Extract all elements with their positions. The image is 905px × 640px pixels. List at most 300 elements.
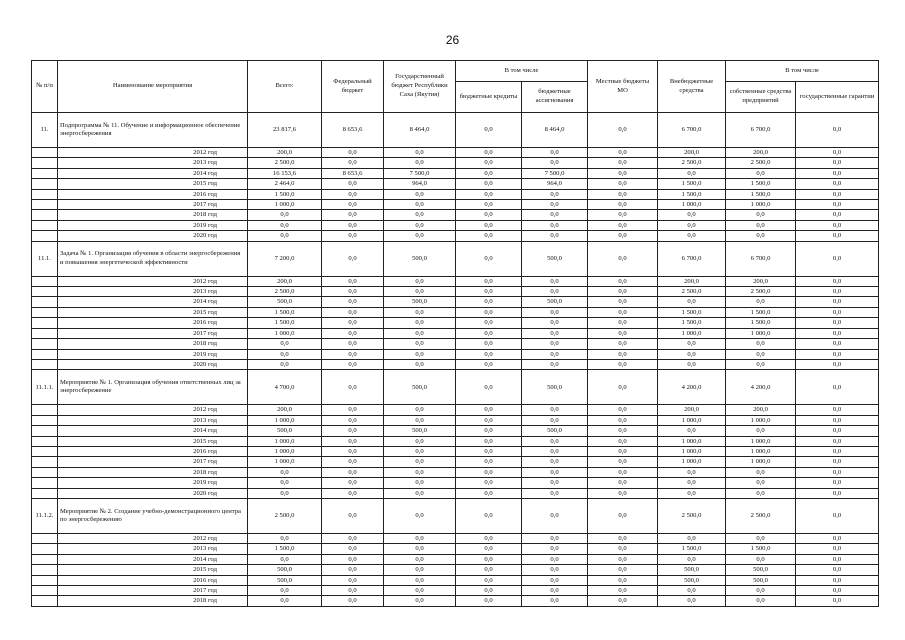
year-row xyxy=(32,189,879,199)
year-value-cell: 0,0 xyxy=(456,287,522,297)
year-row xyxy=(32,565,879,575)
year-value-cell: 1 000,0 xyxy=(726,200,796,210)
year-label: 2012 год xyxy=(58,533,248,543)
year-value-cell: 1 000,0 xyxy=(726,328,796,338)
year-value-cell: 1 000,0 xyxy=(248,200,322,210)
year-value-cell: 0,0 xyxy=(248,488,322,498)
year-value-cell: 0,0 xyxy=(456,200,522,210)
year-value-cell: 0,0 xyxy=(248,467,322,477)
year-row xyxy=(32,328,879,338)
year-value-cell: 0,0 xyxy=(456,307,522,317)
section-value-cell: 500,0 xyxy=(384,241,456,276)
empty-number-cell xyxy=(32,200,58,210)
year-value-cell: 2 500,0 xyxy=(248,158,322,168)
year-value-cell: 1 000,0 xyxy=(726,457,796,467)
year-value-cell: 0,0 xyxy=(588,533,658,543)
year-value-cell: 0,0 xyxy=(658,426,726,436)
year-value-cell: 200,0 xyxy=(726,148,796,158)
year-value-cell: 0,0 xyxy=(658,596,726,606)
table-header xyxy=(32,61,879,113)
year-row xyxy=(32,426,879,436)
year-value-cell: 0,0 xyxy=(658,349,726,359)
year-row xyxy=(32,544,879,554)
year-value-cell: 1 000,0 xyxy=(248,436,322,446)
year-row xyxy=(32,359,879,369)
year-value-cell: 0,0 xyxy=(522,307,588,317)
year-value-cell: 0,0 xyxy=(796,426,879,436)
year-value-cell: 0,0 xyxy=(588,200,658,210)
year-value-cell: 500,0 xyxy=(658,565,726,575)
year-row xyxy=(32,297,879,307)
year-value-cell: 0,0 xyxy=(322,596,384,606)
year-value-cell: 1 500,0 xyxy=(658,307,726,317)
section-value-cell: 0,0 xyxy=(588,241,658,276)
year-value-cell: 0,0 xyxy=(384,339,456,349)
year-value-cell: 0,0 xyxy=(796,231,879,241)
header-local: Местные бюджеты МО xyxy=(588,61,658,113)
year-label: 2012 год xyxy=(58,276,248,286)
year-row xyxy=(32,158,879,168)
year-label: 2019 год xyxy=(58,349,248,359)
year-value-cell: 0,0 xyxy=(456,565,522,575)
year-value-cell: 0,0 xyxy=(322,457,384,467)
year-value-cell: 0,0 xyxy=(456,478,522,488)
year-value-cell: 0,0 xyxy=(796,318,879,328)
section-value-cell: 0,0 xyxy=(456,113,522,148)
year-value-cell: 0,0 xyxy=(456,488,522,498)
year-value-cell: 0,0 xyxy=(588,415,658,425)
year-value-cell: 0,0 xyxy=(796,339,879,349)
empty-number-cell xyxy=(32,179,58,189)
year-value-cell: 1 000,0 xyxy=(248,415,322,425)
year-value-cell: 0,0 xyxy=(522,436,588,446)
section-value-cell: 0,0 xyxy=(522,498,588,533)
empty-number-cell xyxy=(32,586,58,596)
year-value-cell: 0,0 xyxy=(456,189,522,199)
year-value-cell: 0,0 xyxy=(726,231,796,241)
section-value-cell: 4 200,0 xyxy=(658,370,726,405)
year-value-cell: 0,0 xyxy=(522,488,588,498)
year-value-cell: 0,0 xyxy=(796,328,879,338)
year-value-cell: 0,0 xyxy=(522,586,588,596)
year-value-cell: 1 000,0 xyxy=(658,457,726,467)
section-value-cell: 6 700,0 xyxy=(658,113,726,148)
year-value-cell: 0,0 xyxy=(384,328,456,338)
year-value-cell: 0,0 xyxy=(384,467,456,477)
section-name: Задача № 1. Организация обучения в области энергосбережения и повышения энергетической эффективности xyxy=(58,241,248,276)
year-value-cell: 0,0 xyxy=(588,276,658,286)
year-value-cell: 0,0 xyxy=(248,586,322,596)
year-value-cell: 0,0 xyxy=(322,307,384,317)
year-label: 2014 год xyxy=(58,168,248,178)
year-row xyxy=(32,318,879,328)
year-value-cell: 500,0 xyxy=(384,426,456,436)
section-name: Подпрограмма № 11. Обучение и информационное обеспечение энергосбережения xyxy=(58,113,248,148)
empty-number-cell xyxy=(32,446,58,456)
year-value-cell: 0,0 xyxy=(456,533,522,543)
year-label: 2019 год xyxy=(58,478,248,488)
year-value-cell: 0,0 xyxy=(322,287,384,297)
year-value-cell: 0,0 xyxy=(322,210,384,220)
year-value-cell: 0,0 xyxy=(456,148,522,158)
year-value-cell: 0,0 xyxy=(456,426,522,436)
year-value-cell: 0,0 xyxy=(522,328,588,338)
year-row xyxy=(32,231,879,241)
header-federal: Федеральный бюджет xyxy=(322,61,384,113)
year-value-cell: 1 500,0 xyxy=(658,179,726,189)
year-value-cell: 200,0 xyxy=(726,276,796,286)
year-value-cell: 0,0 xyxy=(796,565,879,575)
year-label: 2013 год xyxy=(58,544,248,554)
year-value-cell: 0,0 xyxy=(522,231,588,241)
empty-number-cell xyxy=(32,210,58,220)
year-value-cell: 0,0 xyxy=(588,349,658,359)
year-value-cell: 0,0 xyxy=(658,488,726,498)
section-number: 11.1. xyxy=(32,241,58,276)
year-value-cell: 0,0 xyxy=(588,231,658,241)
year-value-cell: 0,0 xyxy=(522,405,588,415)
year-value-cell: 0,0 xyxy=(796,168,879,178)
year-value-cell: 500,0 xyxy=(248,297,322,307)
year-value-cell: 0,0 xyxy=(796,533,879,543)
year-value-cell: 0,0 xyxy=(456,328,522,338)
section-value-cell: 0,0 xyxy=(796,498,879,533)
year-value-cell: 2 500,0 xyxy=(248,287,322,297)
year-value-cell: 0,0 xyxy=(796,359,879,369)
year-value-cell: 0,0 xyxy=(248,478,322,488)
year-value-cell: 0,0 xyxy=(384,446,456,456)
year-value-cell: 0,0 xyxy=(658,554,726,564)
section-number: 11.1.2. xyxy=(32,498,58,533)
year-value-cell: 500,0 xyxy=(384,297,456,307)
year-value-cell: 0,0 xyxy=(726,488,796,498)
year-value-cell: 0,0 xyxy=(658,210,726,220)
year-value-cell: 964,0 xyxy=(522,179,588,189)
year-value-cell: 0,0 xyxy=(456,436,522,446)
section-value-cell: 2 500,0 xyxy=(658,498,726,533)
header-state: Государственный бюджет Республики Саха (Якутия) xyxy=(384,61,456,113)
year-value-cell: 0,0 xyxy=(456,446,522,456)
year-value-cell: 500,0 xyxy=(522,426,588,436)
year-value-cell: 0,0 xyxy=(588,596,658,606)
year-value-cell: 0,0 xyxy=(726,426,796,436)
year-value-cell: 0,0 xyxy=(322,533,384,543)
empty-number-cell xyxy=(32,220,58,230)
year-value-cell: 1 500,0 xyxy=(248,544,322,554)
year-value-cell: 0,0 xyxy=(456,457,522,467)
year-label: 2016 год xyxy=(58,318,248,328)
year-label: 2020 год xyxy=(58,488,248,498)
year-value-cell: 0,0 xyxy=(322,359,384,369)
year-value-cell: 0,0 xyxy=(588,220,658,230)
year-value-cell: 0,0 xyxy=(588,158,658,168)
year-value-cell: 0,0 xyxy=(522,446,588,456)
year-value-cell: 0,0 xyxy=(522,339,588,349)
year-value-cell: 1 000,0 xyxy=(658,200,726,210)
year-value-cell: 0,0 xyxy=(384,200,456,210)
year-value-cell: 200,0 xyxy=(658,148,726,158)
empty-number-cell xyxy=(32,457,58,467)
year-value-cell: 500,0 xyxy=(248,565,322,575)
year-value-cell: 0,0 xyxy=(658,467,726,477)
year-value-cell: 500,0 xyxy=(726,565,796,575)
year-value-cell: 200,0 xyxy=(658,276,726,286)
year-value-cell: 0,0 xyxy=(522,220,588,230)
year-row xyxy=(32,405,879,415)
year-value-cell: 0,0 xyxy=(322,415,384,425)
year-value-cell: 0,0 xyxy=(796,544,879,554)
section-value-cell: 0,0 xyxy=(456,498,522,533)
year-value-cell: 0,0 xyxy=(658,168,726,178)
header-credits: бюджетные кредиты xyxy=(456,82,522,113)
year-value-cell: 1 500,0 xyxy=(726,179,796,189)
year-value-cell: 0,0 xyxy=(384,544,456,554)
year-value-cell: 500,0 xyxy=(726,575,796,585)
year-value-cell: 0,0 xyxy=(658,231,726,241)
year-value-cell: 0,0 xyxy=(384,287,456,297)
year-value-cell: 0,0 xyxy=(322,575,384,585)
year-value-cell: 1 500,0 xyxy=(658,189,726,199)
year-label: 2020 год xyxy=(58,231,248,241)
year-value-cell: 0,0 xyxy=(384,276,456,286)
year-value-cell: 0,0 xyxy=(322,158,384,168)
empty-number-cell xyxy=(32,565,58,575)
year-value-cell: 0,0 xyxy=(322,179,384,189)
year-value-cell: 0,0 xyxy=(796,575,879,585)
year-label: 2018 год xyxy=(58,467,248,477)
year-value-cell: 0,0 xyxy=(726,586,796,596)
year-value-cell: 0,0 xyxy=(796,488,879,498)
year-value-cell: 0,0 xyxy=(384,359,456,369)
year-value-cell: 0,0 xyxy=(322,349,384,359)
year-row xyxy=(32,586,879,596)
page-number: 26 xyxy=(445,33,460,47)
year-value-cell: 0,0 xyxy=(322,148,384,158)
year-value-cell: 0,0 xyxy=(522,200,588,210)
section-value-cell: 0,0 xyxy=(588,498,658,533)
section-value-cell: 2 500,0 xyxy=(248,498,322,533)
year-value-cell: 0,0 xyxy=(522,544,588,554)
section-value-cell: 4 200,0 xyxy=(726,370,796,405)
year-value-cell: 0,0 xyxy=(248,349,322,359)
year-value-cell: 0,0 xyxy=(384,307,456,317)
year-value-cell: 0,0 xyxy=(522,276,588,286)
year-value-cell: 0,0 xyxy=(726,478,796,488)
budget-table xyxy=(31,60,879,607)
year-value-cell: 1 500,0 xyxy=(658,544,726,554)
year-value-cell: 0,0 xyxy=(248,533,322,543)
year-value-cell: 0,0 xyxy=(588,554,658,564)
year-value-cell: 0,0 xyxy=(456,168,522,178)
year-value-cell: 0,0 xyxy=(522,158,588,168)
section-row xyxy=(32,241,879,276)
year-row xyxy=(32,457,879,467)
year-value-cell: 0,0 xyxy=(322,488,384,498)
year-row xyxy=(32,200,879,210)
year-value-cell: 0,0 xyxy=(588,457,658,467)
year-value-cell: 0,0 xyxy=(522,596,588,606)
year-value-cell: 0,0 xyxy=(726,297,796,307)
year-value-cell: 0,0 xyxy=(726,168,796,178)
year-value-cell: 2 500,0 xyxy=(658,287,726,297)
empty-number-cell xyxy=(32,349,58,359)
year-value-cell: 0,0 xyxy=(456,359,522,369)
section-name: Мероприятие № 1. Организация обучения ответственных лиц за энергосбережение xyxy=(58,370,248,405)
year-value-cell: 0,0 xyxy=(456,349,522,359)
year-value-cell: 0,0 xyxy=(796,276,879,286)
year-value-cell: 0,0 xyxy=(588,168,658,178)
year-value-cell: 0,0 xyxy=(726,339,796,349)
year-value-cell: 0,0 xyxy=(384,586,456,596)
year-value-cell: 0,0 xyxy=(796,297,879,307)
year-value-cell: 2 500,0 xyxy=(658,158,726,168)
year-value-cell: 0,0 xyxy=(384,457,456,467)
year-label: 2019 год xyxy=(58,220,248,230)
year-value-cell: 0,0 xyxy=(522,467,588,477)
section-row xyxy=(32,498,879,533)
year-value-cell: 1 500,0 xyxy=(248,307,322,317)
year-row xyxy=(32,467,879,477)
year-value-cell: 0,0 xyxy=(796,554,879,564)
year-value-cell: 500,0 xyxy=(248,426,322,436)
empty-number-cell xyxy=(32,436,58,446)
year-value-cell: 0,0 xyxy=(384,533,456,543)
year-value-cell: 0,0 xyxy=(588,446,658,456)
year-value-cell: 0,0 xyxy=(384,575,456,585)
year-label: 2015 год xyxy=(58,436,248,446)
year-value-cell: 200,0 xyxy=(726,405,796,415)
section-row xyxy=(32,370,879,405)
year-row xyxy=(32,446,879,456)
year-value-cell: 0,0 xyxy=(588,544,658,554)
empty-number-cell xyxy=(32,478,58,488)
section-value-cell: 7 200,0 xyxy=(248,241,322,276)
year-value-cell: 0,0 xyxy=(248,554,322,564)
empty-number-cell xyxy=(32,168,58,178)
year-value-cell: 0,0 xyxy=(658,297,726,307)
year-value-cell: 200,0 xyxy=(248,405,322,415)
year-value-cell: 0,0 xyxy=(522,478,588,488)
year-value-cell: 0,0 xyxy=(588,287,658,297)
year-value-cell: 0,0 xyxy=(384,596,456,606)
empty-number-cell xyxy=(32,328,58,338)
year-row xyxy=(32,339,879,349)
year-value-cell: 1 000,0 xyxy=(726,415,796,425)
year-value-cell: 0,0 xyxy=(456,318,522,328)
year-value-cell: 16 153,6 xyxy=(248,168,322,178)
year-row xyxy=(32,554,879,564)
year-label: 2016 год xyxy=(58,575,248,585)
year-value-cell: 0,0 xyxy=(456,544,522,554)
year-value-cell: 0,0 xyxy=(588,478,658,488)
section-value-cell: 0,0 xyxy=(796,113,879,148)
year-label: 2017 год xyxy=(58,586,248,596)
header-including-budget: В том числе xyxy=(456,61,588,82)
year-value-cell: 0,0 xyxy=(522,359,588,369)
header-assignments: бюджетные ассигнования xyxy=(522,82,588,113)
section-value-cell: 23 817,6 xyxy=(248,113,322,148)
section-name: Мероприятие № 2. Создание учебно-демонстрационного центра по энергосбережению xyxy=(58,498,248,533)
year-label: 2013 год xyxy=(58,287,248,297)
year-value-cell: 1 500,0 xyxy=(726,544,796,554)
year-value-cell: 0,0 xyxy=(456,210,522,220)
year-value-cell: 0,0 xyxy=(522,415,588,425)
year-value-cell: 0,0 xyxy=(384,318,456,328)
year-value-cell: 0,0 xyxy=(726,533,796,543)
year-value-cell: 0,0 xyxy=(322,220,384,230)
year-value-cell: 0,0 xyxy=(726,210,796,220)
year-value-cell: 0,0 xyxy=(456,596,522,606)
year-value-cell: 1 000,0 xyxy=(658,436,726,446)
year-value-cell: 1 000,0 xyxy=(248,328,322,338)
year-label: 2014 год xyxy=(58,297,248,307)
year-value-cell: 0,0 xyxy=(588,179,658,189)
empty-number-cell xyxy=(32,276,58,286)
year-value-cell: 0,0 xyxy=(588,467,658,477)
year-value-cell: 2 500,0 xyxy=(726,158,796,168)
year-value-cell: 0,0 xyxy=(384,415,456,425)
year-value-cell: 0,0 xyxy=(322,339,384,349)
year-row xyxy=(32,575,879,585)
year-label: 2017 год xyxy=(58,457,248,467)
year-value-cell: 0,0 xyxy=(658,586,726,596)
section-value-cell: 500,0 xyxy=(384,370,456,405)
year-value-cell: 0,0 xyxy=(384,349,456,359)
year-value-cell: 0,0 xyxy=(456,575,522,585)
year-value-cell: 0,0 xyxy=(658,359,726,369)
empty-number-cell xyxy=(32,297,58,307)
year-value-cell: 0,0 xyxy=(796,436,879,446)
section-number: 11. xyxy=(32,113,58,148)
section-value-cell: 0,0 xyxy=(588,113,658,148)
empty-number-cell xyxy=(32,339,58,349)
year-value-cell: 0,0 xyxy=(322,318,384,328)
year-value-cell: 0,0 xyxy=(726,596,796,606)
section-value-cell: 2 500,0 xyxy=(726,498,796,533)
section-value-cell: 8 464,0 xyxy=(522,113,588,148)
year-value-cell: 8 653,6 xyxy=(322,168,384,178)
year-value-cell: 0,0 xyxy=(322,231,384,241)
year-label: 2018 год xyxy=(58,210,248,220)
year-value-cell: 0,0 xyxy=(658,220,726,230)
year-row xyxy=(32,168,879,178)
section-value-cell: 6 700,0 xyxy=(726,113,796,148)
year-value-cell: 0,0 xyxy=(322,426,384,436)
year-value-cell: 1 000,0 xyxy=(658,415,726,425)
year-value-cell: 2 500,0 xyxy=(726,287,796,297)
year-value-cell: 0,0 xyxy=(588,210,658,220)
year-label: 2015 год xyxy=(58,307,248,317)
year-label: 2014 год xyxy=(58,554,248,564)
year-row xyxy=(32,148,879,158)
empty-number-cell xyxy=(32,575,58,585)
year-value-cell: 0,0 xyxy=(384,436,456,446)
empty-number-cell xyxy=(32,231,58,241)
year-value-cell: 0,0 xyxy=(588,405,658,415)
year-value-cell: 0,0 xyxy=(522,533,588,543)
year-value-cell: 0,0 xyxy=(456,276,522,286)
year-value-cell: 0,0 xyxy=(726,220,796,230)
year-value-cell: 0,0 xyxy=(456,405,522,415)
year-value-cell: 0,0 xyxy=(322,297,384,307)
year-value-cell: 0,0 xyxy=(248,210,322,220)
year-value-cell: 0,0 xyxy=(588,297,658,307)
year-value-cell: 0,0 xyxy=(588,328,658,338)
header-no: № п/п xyxy=(32,61,58,113)
empty-number-cell xyxy=(32,307,58,317)
year-value-cell: 1 500,0 xyxy=(726,307,796,317)
year-value-cell: 0,0 xyxy=(456,586,522,596)
